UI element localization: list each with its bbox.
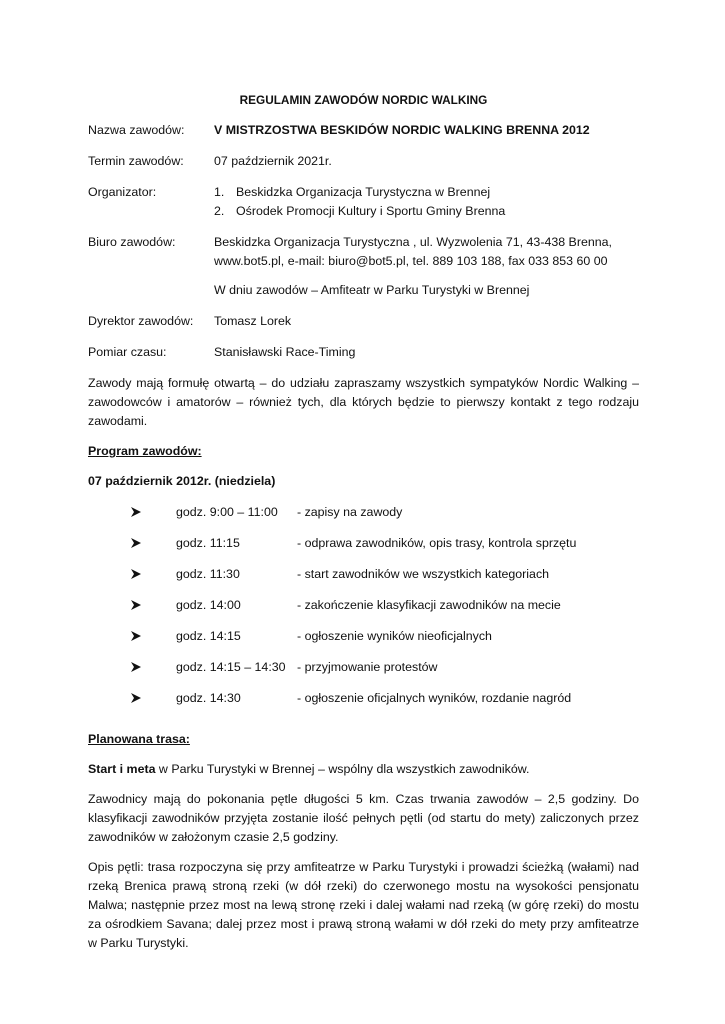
- field-label: Nazwa zawodów:: [88, 123, 185, 137]
- schedule-description: - odprawa zawodników, opis trasy, kontrola sprzętu: [297, 536, 577, 550]
- field-label: Pomiar czasu:: [88, 345, 167, 359]
- field-timing: [88, 343, 639, 362]
- field-label: Organizator:: [88, 185, 157, 199]
- document-title: REGULAMIN ZAWODÓW NORDIC WALKING: [239, 93, 488, 107]
- field-value: V MISTRZOSTWA BESKIDÓW NORDIC WALKING BRENNA 2012: [214, 123, 590, 137]
- route-loop-description: Opis pętli: trasa rozpoczyna się przy amfiteatrze w Parku Turystyki i prowadzi ścieżką (wałami) nad rzeką Brenica prawą stroną rzeki (w dół rzeki) do czerwonego mostu na wysokości pensjonatu Malwa; następnie przez most na lewą stronę rzeki i dalej wałami nad rzeką (w górę rzeki) do mostu za ośrodkiem Savana; dalej przez most i prawą stroną wałami w dół rzeki do mety przy amfiteatrze w Parku Turystyki.: [88, 860, 639, 950]
- schedule-description: - ogłoszenie oficjalnych wyników, rozdanie nagród: [297, 691, 572, 705]
- organizer-item: [214, 183, 639, 202]
- schedule-item: [88, 503, 639, 534]
- schedule-time: godz. 14:00: [176, 598, 241, 612]
- field-label: Dyrektor zawodów:: [88, 314, 194, 328]
- arrowhead-bullet-icon: [88, 565, 176, 580]
- arrowhead-bullet-icon: [88, 503, 176, 518]
- field-race-office: [88, 233, 639, 300]
- field-value: Stanisławski Race-Timing: [214, 345, 356, 359]
- route-start-label: Start i meta: [88, 762, 156, 776]
- schedule-description: - start zawodników we wszystkich kategoriach: [297, 567, 550, 581]
- program-heading: Program zawodów:: [88, 444, 202, 458]
- arrowhead-bullet-icon: [88, 658, 176, 673]
- schedule-time: godz. 14:30: [176, 691, 241, 705]
- arrowhead-bullet-icon: [88, 627, 176, 642]
- field-value: Tomasz Lorek: [214, 314, 292, 328]
- route-start-finish: [88, 760, 639, 779]
- organizer-item: [214, 202, 639, 221]
- schedule-item: [88, 627, 639, 658]
- organizer-name: Ośrodek Promocji Kultury i Sportu Gminy Brenna: [236, 204, 506, 218]
- field-director: [88, 312, 639, 331]
- schedule-description: - przyjmowanie protestów: [297, 660, 438, 674]
- list-number: 1.: [214, 185, 225, 199]
- document-page: [88, 91, 639, 964]
- route-paragraph: Zawodnicy mają do pokonania pętle długości 5 km. Czas trwania zawodów – 2,5 godziny. Do klasyfikacji zawodników przyjęta zostanie ilość pełnych pętli (od startu do mety) zaliczonych przez zawodników w założonym czasie 2,5 godziny.: [88, 792, 639, 844]
- schedule-description: - ogłoszenie wyników nieoficjalnych: [297, 629, 492, 643]
- schedule-item: [88, 596, 639, 627]
- arrowhead-bullet-icon: [88, 534, 176, 549]
- field-label: Termin zawodów:: [88, 154, 184, 168]
- route-heading: Planowana trasa:: [88, 732, 190, 746]
- field-value: 07 październik 2021r.: [214, 154, 332, 168]
- program-schedule: [88, 503, 639, 720]
- schedule-description: - zapisy na zawody: [297, 505, 403, 519]
- field-event-date: [88, 152, 639, 171]
- field-event-name: [88, 121, 639, 140]
- field-label: Biuro zawodów:: [88, 235, 176, 249]
- schedule-time: godz. 14:15: [176, 629, 241, 643]
- arrowhead-bullet-icon: [88, 596, 176, 611]
- schedule-description: - zakończenie klasyfikacji zawodników na mecie: [297, 598, 561, 612]
- office-contact: www.bot5.pl, e-mail: biuro@bot5.pl, tel. 889 103 188, fax 033 853 60 00: [214, 254, 608, 268]
- intro-paragraph: Zawody mają formułę otwartą – do udziału zapraszamy wszystkich sympatyków Nordic Walking – zawodowców i amatorów – również tych, dla których będzie to pierwszy kontakt z tego rodzaju zawodami.: [88, 376, 639, 428]
- schedule-item: [88, 565, 639, 596]
- schedule-time: godz. 11:15: [176, 536, 240, 550]
- schedule-time: godz. 14:15 – 14:30: [176, 660, 286, 674]
- schedule-item: [88, 689, 639, 720]
- organizer-list: [214, 183, 639, 221]
- arrowhead-bullet-icon: [88, 689, 176, 704]
- schedule-item: [88, 534, 639, 565]
- schedule-time: godz. 11:30: [176, 567, 240, 581]
- schedule-item: [88, 658, 639, 689]
- field-organizer: [88, 183, 639, 221]
- program-date: 07 październik 2012r. (niedziela): [88, 474, 276, 488]
- schedule-time: godz. 9:00 – 11:00: [176, 505, 278, 519]
- list-number: 2.: [214, 204, 225, 218]
- route-start-text: w Parku Turystyki w Brennej – wspólny dla wszystkich zawodników.: [155, 762, 530, 776]
- office-event-day: W dniu zawodów – Amfiteatr w Parku Turystyki w Brennej: [214, 283, 530, 297]
- office-address: Beskidzka Organizacja Turystyczna , ul. Wyzwolenia 71, 43-438 Brenna,: [214, 235, 612, 249]
- organizer-name: Beskidzka Organizacja Turystyczna w Brennej: [236, 185, 491, 199]
